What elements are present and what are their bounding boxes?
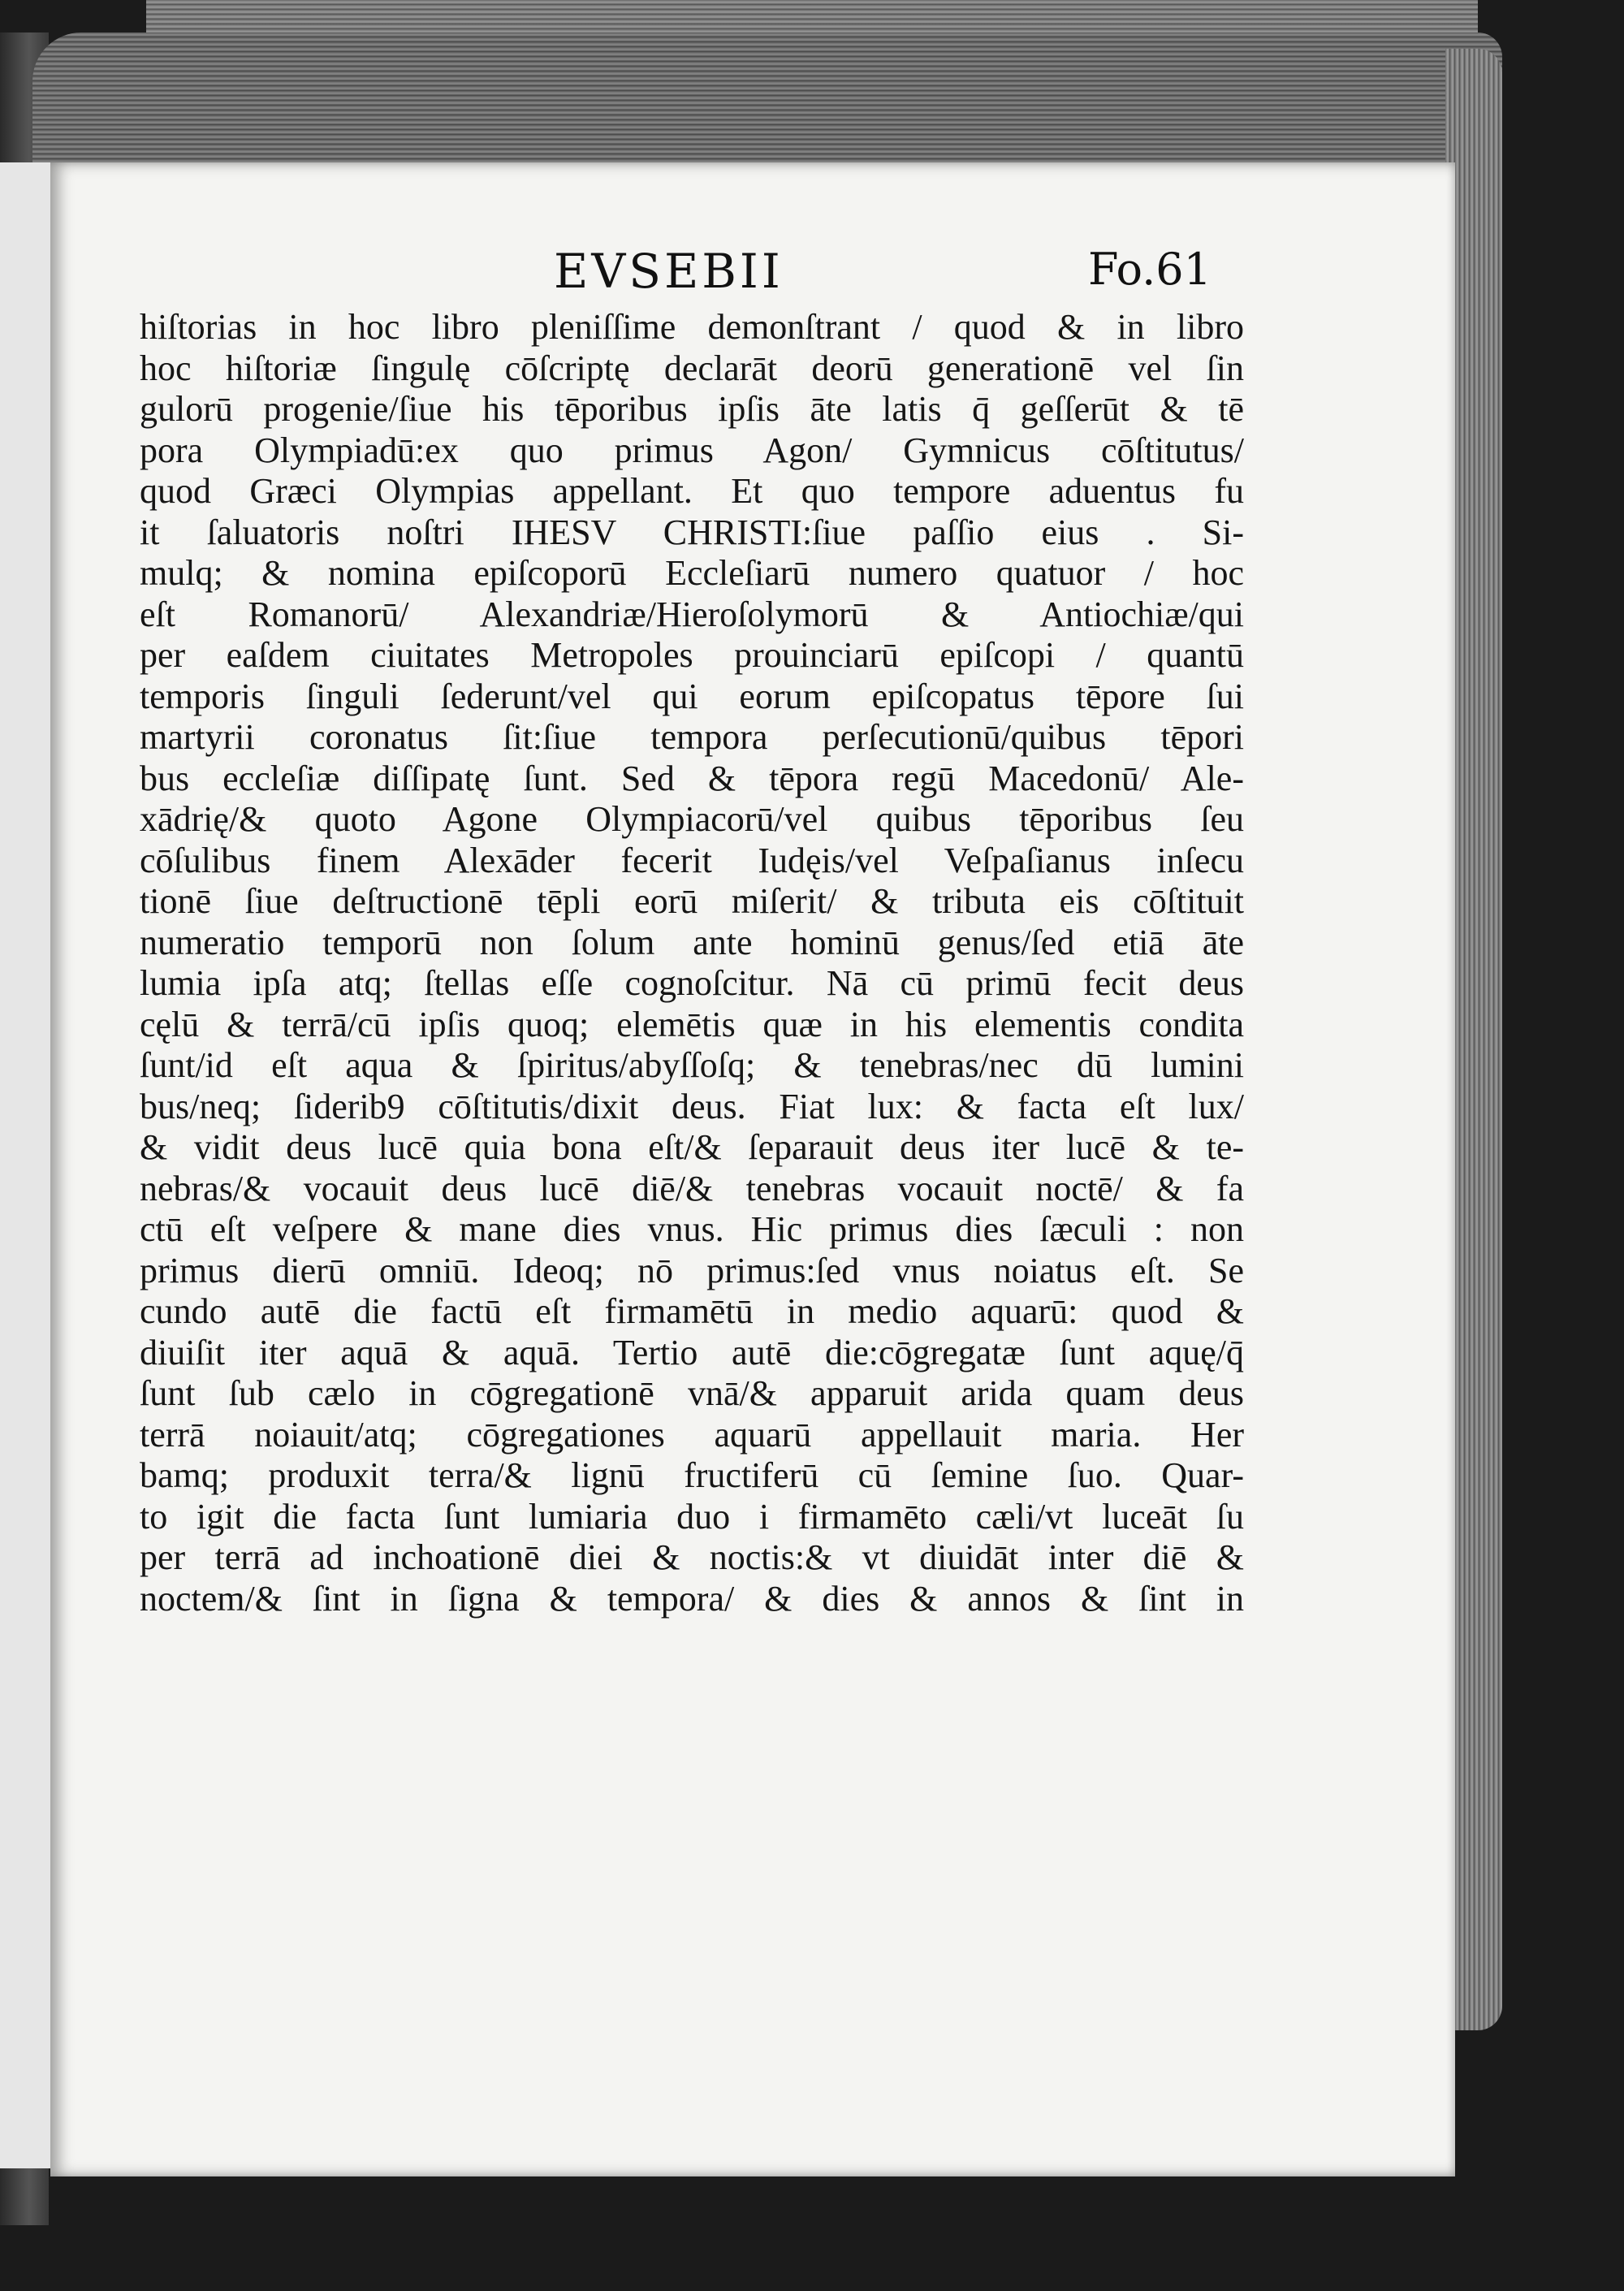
- text-line: ctū eſt veſpere & mane dies vnus. Hic primus dies ſæculi : non: [140, 1209, 1244, 1249]
- text-line: tionē ſiue deſtructionē tēpli eorū miſerit/ & tributa eis cōſtituit: [140, 881, 1244, 921]
- text-line: noctem/& ſint in ſigna & tempora/ & dies & annos & ſint in: [140, 1578, 1244, 1619]
- page-header: [140, 244, 1212, 300]
- text-line: per eaſdem ciuitates Metropoles prouinciarū epiſcopi / quantū: [140, 635, 1244, 675]
- running-title: EVSEBII: [554, 244, 784, 299]
- page-edges-top: [32, 32, 1502, 179]
- text-line: diuiſit iter aquā & aquā. Tertio autē die:cōgregatæ ſunt aquę/q̄: [140, 1332, 1244, 1372]
- text-line: gulorū progenie/ſiue his tēporibus ipſis āte latis q̄ geſſerūt & tē: [140, 389, 1244, 429]
- text-line: nebras/& vocauit deus lucē diē/& tenebras vocauit noctē/ & fa: [140, 1168, 1244, 1208]
- text-line: it ſaluatoris noſtri IHESV CHRISTI:ſiue paſſio eius . Si-: [140, 512, 1244, 552]
- text-line: quod Græci Olympias appellant. Et quo tempore aduentus fu: [140, 471, 1244, 511]
- text-line: cōſulibus finem Alexāder fecerit Iudęis/vel Veſpaſianus inſecu: [140, 840, 1244, 880]
- body-text: [140, 307, 1244, 1619]
- text-line: xādrię/& quoto Agone Olympiacorū/vel quibus tēporibus ſeu: [140, 799, 1244, 839]
- text-line: primus dierū omniū. Ideoq; nō primus:ſed vnus noiatus eſt. Se: [140, 1250, 1244, 1290]
- text-line: bamq; produxit terra/& lignū fructiferū cū ſemine ſuo. Quar-: [140, 1455, 1244, 1495]
- book-page: [50, 162, 1455, 2176]
- text-line: eſt Romanorū/ Alexandriæ/Hieroſolymorū & Antiochiæ/qui: [140, 594, 1244, 634]
- folio-number: Fo.61: [1088, 244, 1212, 295]
- text-line: ſunt/id eſt aqua & ſpiritus/abyſſoſq; & tenebras/nec dū lumini: [140, 1045, 1244, 1085]
- text-line: ſunt ſub cælo in cōgregationē vnā/& apparuit arida quam deus: [140, 1373, 1244, 1413]
- text-line: martyrii coronatus ſit:ſiue tempora perſecutionū/quibus tēpori: [140, 717, 1244, 757]
- text-line: lumia ipſa atq; ſtellas eſſe cognoſcitur. Nā cū primū fecit deus: [140, 963, 1244, 1003]
- text-line: hoc hiſtoriæ ſingulę cōſcriptę declarāt deorū generationē vel ſin: [140, 348, 1244, 388]
- text-line: numeratio temporū non ſolum ante hominū genus/ſed etiā āte: [140, 922, 1244, 962]
- text-line: temporis ſinguli ſederunt/vel qui eorum epiſcopatus tēpore ſui: [140, 676, 1244, 716]
- text-line: to igit die facta ſunt lumiaria duo i firmamēto cæli/vt luceāt ſu: [140, 1496, 1244, 1537]
- text-line: terrā noiauit/atq; cōgregationes aquarū appellauit maria. Her: [140, 1414, 1244, 1455]
- text-line: bus/neq; ſiderib9 cōſtitutis/dixit deus. Fiat lux: & facta eſt lux/: [140, 1086, 1244, 1126]
- text-line: bus eccleſiæ diſſipatę ſunt. Sed & tēpora regū Macedonū/ Ale-: [140, 758, 1244, 798]
- text-line: cundo autē die factū eſt firmamētū in medio aquarū: quod &: [140, 1291, 1244, 1331]
- text-line: per terrā ad inchoationē diei & noctis:& vt diuidāt inter diē &: [140, 1537, 1244, 1577]
- text-line: pora Olympiadū:ex quo primus Agon/ Gymnicus cōſtitutus/: [140, 430, 1244, 470]
- text-line: hiſtorias in hoc libro pleniſſime demonſtrant / quod & in libro: [140, 307, 1244, 347]
- text-line: cęlū & terrā/cū ipſis quoq; elemētis quæ in his elementis condita: [140, 1004, 1244, 1044]
- text-line: & vidit deus lucē quia bona eſt/& ſeparauit deus iter lucē & te-: [140, 1127, 1244, 1167]
- text-line: mulq; & nomina epiſcoporū Eccleſiarū numero quatuor / hoc: [140, 553, 1244, 593]
